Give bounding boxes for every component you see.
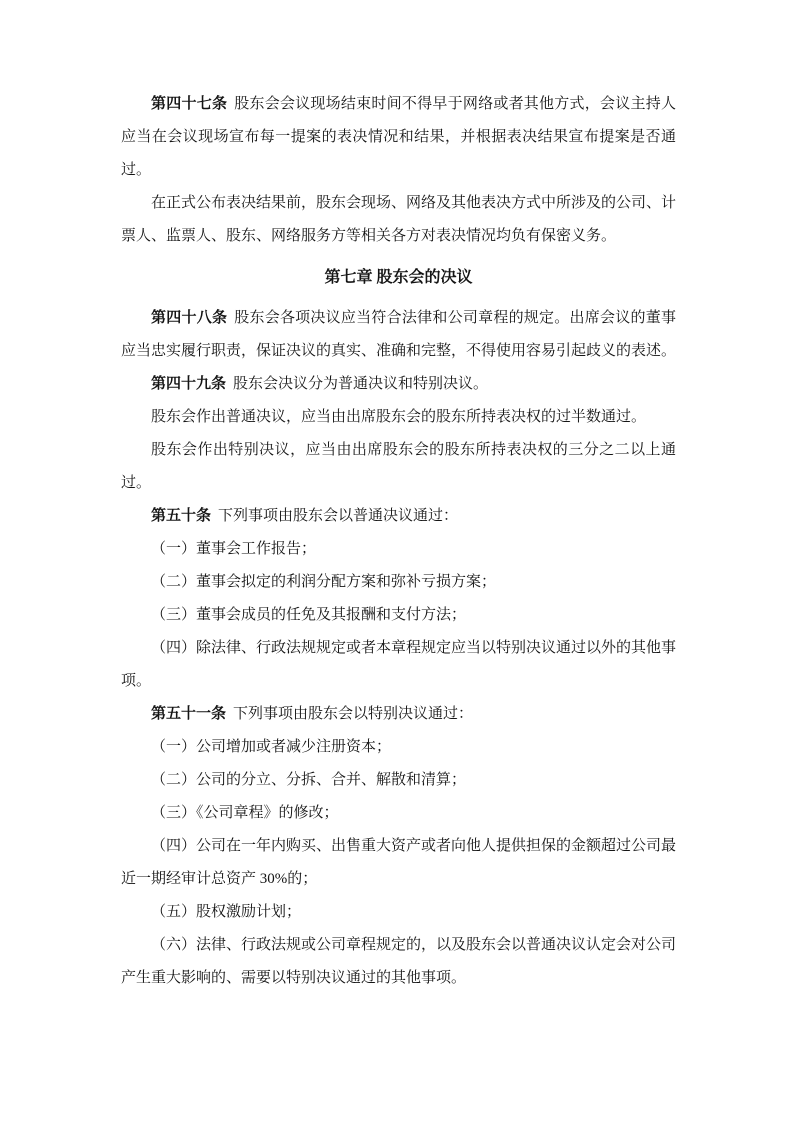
paragraph-text: （三）董事会成员的任免及其报酬和支付方法； xyxy=(151,607,467,623)
paragraph-text: 在正式公布表决结果前，股东会现场、网络及其他表决方式中所涉及的公司、计票人、监票人、股东、网络服务方等相关各方对表决情况均负有保密义务。 xyxy=(121,195,677,244)
paragraph-text: （四）除法律、行政法规规定或者本章程规定应当以特别决议通过以外的其他事项。 xyxy=(121,640,677,689)
paragraph-text: （一）公司增加或者减少注册资本； xyxy=(151,739,392,755)
paragraph-text: （二）董事会拟定的利润分配方案和弥补亏损方案； xyxy=(151,574,497,590)
body-paragraph xyxy=(121,401,676,434)
list-item xyxy=(121,731,676,764)
list-item xyxy=(121,599,676,632)
article-paragraph xyxy=(121,302,676,368)
list-item xyxy=(121,830,676,896)
list-item xyxy=(121,632,676,698)
paragraph-text: 股东会会议现场结束时间不得早于网络或者其他方式，会议主持人应当在会议现场宣布每一提案的表决情况和结果，并根据表决结果宣布提案是否通过。 xyxy=(121,96,676,178)
list-item xyxy=(121,764,676,797)
article-paragraph xyxy=(121,698,676,731)
paragraph-text: （四）公司在一年内购买、出售重大资产或者向他人提供担保的金额超过公司最近一期经审计总资产 30%的； xyxy=(121,838,677,887)
article-paragraph xyxy=(121,368,676,401)
list-item xyxy=(121,896,676,929)
paragraph-text: （二）公司的分立、分拆、合并、解散和清算； xyxy=(151,772,467,788)
list-item xyxy=(121,797,676,830)
paragraph-text: （三）《公司章程》的修改； xyxy=(151,805,339,821)
body-paragraph xyxy=(121,187,676,253)
chapter-heading: 第七章 股东会的决议 xyxy=(324,269,473,286)
article-number: 第四十七条 xyxy=(151,96,228,112)
article-number: 第四十八条 xyxy=(151,310,228,326)
body-paragraph xyxy=(121,434,676,500)
list-item xyxy=(121,929,676,995)
paragraph-text: 下列事项由股东会以特别决议通过： xyxy=(233,706,474,722)
paragraph-text: 下列事项由股东会以普通决议通过： xyxy=(218,508,459,524)
paragraph-text: 股东会作出普通决议，应当由出席股东会的股东所持表决权的过半数通过。 xyxy=(151,409,647,425)
article-number: 第四十九条 xyxy=(151,376,227,392)
article-number: 第五十条 xyxy=(151,508,212,524)
paragraph-text: （五）股权激励计划； xyxy=(151,904,302,920)
article-paragraph xyxy=(121,88,676,187)
paragraph-text: 股东会各项决议应当符合法律和公司章程的规定。出席会议的董事应当忠实履行职责，保证决议的真实、准确和完整，不得使用容易引起歧义的表述。 xyxy=(121,310,677,359)
paragraph-text: 股东会决议分为普通决议和特别决议。 xyxy=(233,376,489,392)
article-paragraph xyxy=(121,500,676,533)
paragraph-text: （六）法律、行政法规或公司章程规定的，以及股东会以普通决议认定会对公司产生重大影响的、需要以特别决议通过的其他事项。 xyxy=(121,937,677,986)
paragraph-text: 股东会作出特别决议，应当由出席股东会的股东所持表决权的三分之二以上通过。 xyxy=(121,442,676,491)
paragraph-text: （一）董事会工作报告； xyxy=(151,541,317,557)
list-item xyxy=(121,533,676,566)
list-item xyxy=(121,566,676,599)
article-number: 第五十一条 xyxy=(151,706,227,722)
